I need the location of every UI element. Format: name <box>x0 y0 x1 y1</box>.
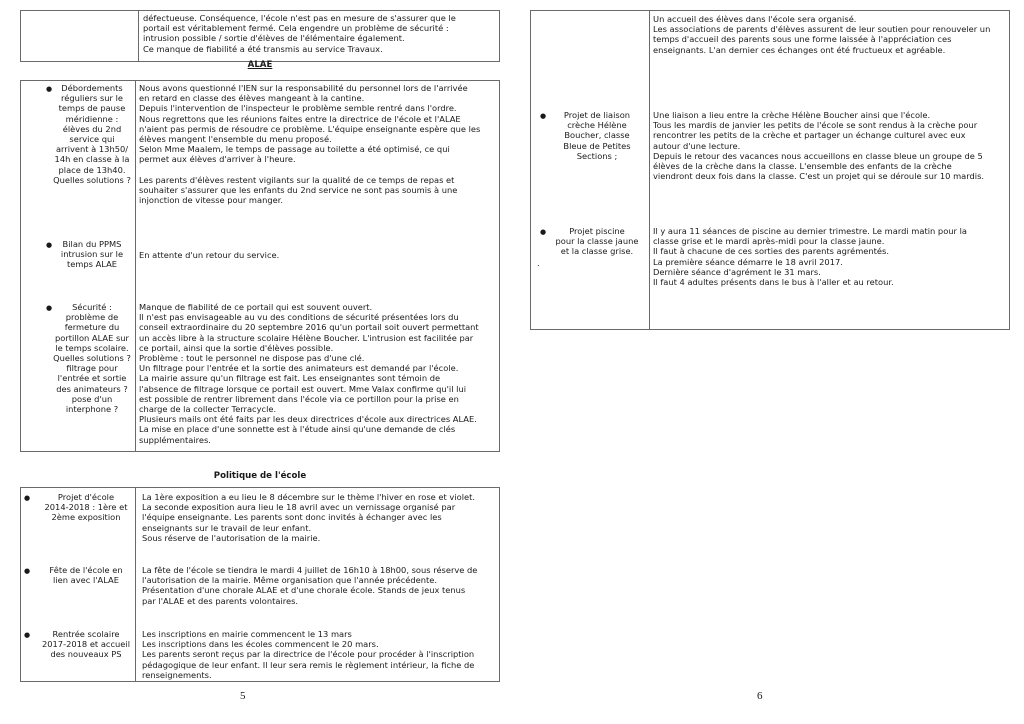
right-row-text: Un accueil des élèves dans l'école sera organisé. Les associations de parents d'élèves assurent de leur soutien pour renouveler un temps d'accueil des parents sous une forme laissée à l'appréciation ces enseignants. L'an dernier ces échanges ont été fructueux et agréable. <box>653 14 991 55</box>
text-line: intrusion possible / sortie d'élèves de l'élémentaire également. <box>143 33 405 44</box>
top-table-text <box>143 13 498 54</box>
right-row-text: Il y aura 11 séances de piscine au dernier trimestre. Le mardi matin pour la classe grise et le mardi après-midi pour la classe jaune. Il faut à chacune de ces sorties des parents agrémentés. La première séance démarre le 18 avril 2017. Dernière séance d'agrément le 31 mars. Il faut 4 adultes présents dans le bus à l'aller et au retour. <box>653 226 967 288</box>
alae-row-label: Bilan du PPMS intrusion sur le temps ALAE <box>60 239 124 270</box>
bullet-icon: ● <box>540 112 547 120</box>
alae-row-text: Nous avons questionné l'IEN sur la responsabilité du personnel lors de l'arrivée en retard en classe des élèves mangeant à la cantine. Depuis l'intervention de l'inspecteur le problème semble rentré dans l'ordre. Nous regrettons que les réunions faites entre la directrice de l'école et l'ALAE n'aient pas permis de résoudre ce problème. L'équipe enseignante espère que les élèves mangent l'ensemble du menu proposé. Selon Mme Maalem, le temps de passage au toilette a été optimisé, ce qui permet aux élèves d'arriver à l'heure. Les parents d'élèves restent vigilants sur la qualité de ce temps de repas et souhaiter s'assurer que les enfants du 2nd service ne sont pas soumis à une injonction de vitesse pour manger. <box>139 83 481 206</box>
alae-row-label: Débordements réguliers sur le temps de pause méridienne : élèves du 2nd service qui arrivent à 13h50/ 14h en classe à la place de 13h40. Quelles solutions ? <box>53 83 131 185</box>
politique-row-text: La fête de l'école se tiendra le mardi 4 juillet de 16h10 à 18h00, sous réserve de l'autorisation de la mairie. Même organisation que l'année précédente. Présentation d'une chorale ALAE et d'une chorale école. Stands de jeux tenus par l'ALAE et des parents volontaires. <box>142 565 478 606</box>
bullet-icon: ● <box>24 494 31 502</box>
top-table-divider <box>138 10 139 62</box>
bullet-icon: ● <box>24 567 31 575</box>
politique-row-text: Les inscriptions en mairie commencent le 13 mars Les inscriptions dans les écoles commencent le 20 mars. Les parents seront reçus par la directrice de l'école pour procéder à l'inscription pédagogique de leur enfant. Il leur sera remis le règlement intérieur, la fiche de renseignements. <box>142 629 475 680</box>
politique-row-label: Fête de l'école en lien avec l'ALAE <box>49 565 123 586</box>
text-line: défectueuse. Conséquence, l'école n'est pas en mesure de s'assurer que le <box>143 13 456 23</box>
alae-row-text: Manque de fiabilité de ce portail qui est souvent ouvert. Il n'est pas envisageable au vu des conditions de sécurité présentées lors du conseil extraordinaire du 20 septembre 2016 qu'un portail soit ouvert permettant un accès libre à la structure scolaire Hélène Boucher. L'intrusion est facilitée par ce portail, ainsi que la sortie d'élèves possible. Problème : tout le personnel ne dispose pas d'une clé. Un filtrage pour l'entrée et la sortie des animateurs est demandé par l'école. La mairie assure qu'un filtrage est fait. Les enseignantes sont témoin de l'absence de filtrage lorsque ce portail est ouvert. Mme Valax confirme qu'il lui est possible de rentrer librement dans l'école via ce portillon pour la prise en charge de la collecter Terracycle. Plusieurs mails ont été faits par les deux directrices d'école aux directrices ALAE. La mise en place d'une sonnette est à l'étude ainsi qu'une demande de clés supplémentaires. <box>139 302 479 445</box>
alae-heading: ALAE <box>247 60 273 70</box>
stray-dot: . <box>537 258 540 268</box>
text-line: Ce manque de fiabilité a été transmis au service Travaux. <box>143 43 383 54</box>
bullet-icon: ● <box>46 304 53 312</box>
alae-row-label: Sécurité : problème de fermeture du portillon ALAE sur le temps scolaire. Quelles solutions ? filtrage pour l'entrée et sortie des animateurs ? pose d'un interphone ? <box>53 302 131 415</box>
right-row-text: Une liaison a lieu entre la crèche Hélène Boucher ainsi que l'école. Tous les mardis de janvier les petits de l'école se sont rendus à la crèche pour rencontrer les petits de la crèche et partager un échange culturel avec eux autour d'une lecture. Depuis le retour des vacances nous accueillons en classe bleue un groupe de 5 élèves de la crèche dans la classe. L'ensemble des enfants de la crèche viendront deux fois dans la classe. C'est un projet qui se déroule sur 10 mardis. <box>653 110 985 182</box>
politique-heading: Politique de l'école <box>213 471 307 481</box>
text-line: portail est véritablement fermé. Cela engendre un problème de sécurité : <box>143 23 449 34</box>
bullet-icon: ● <box>24 631 31 639</box>
page-number-right: 6 <box>757 690 763 702</box>
page-number-left: 5 <box>240 690 246 702</box>
bullet-icon: ● <box>46 241 53 249</box>
right-row-label: Projet de liaison crèche Hélène Boucher, classe Bleue de Petites Sections ; <box>563 110 631 161</box>
right-table-divider <box>649 10 650 330</box>
alae-table-divider <box>135 80 136 452</box>
politique-table-divider <box>135 487 136 682</box>
bullet-icon: ● <box>540 228 547 236</box>
right-row-label: Projet piscine pour la classe jaune et la classe grise. <box>555 226 639 257</box>
alae-row-text: En attente d'un retour du service. <box>139 250 280 260</box>
bullet-icon: ● <box>46 85 53 93</box>
politique-row-text: La 1ère exposition a eu lieu le 8 décembre sur le thème l'hiver en rose et violet. La seconde exposition aura lieu le 18 avril avec un vernissage organisé par l'équipe enseignante. Les parents sont donc invités à échanger avec les enseignants sur le travail de leur enfant. Sous réserve de l'autorisation de la mairie. <box>142 492 476 543</box>
politique-row-label: Projet d'école 2014-2018 : 1ère et 2ème exposition <box>44 492 128 523</box>
politique-row-label: Rentrée scolaire 2017-2018 et accueil des nouveaux PS <box>41 629 131 660</box>
